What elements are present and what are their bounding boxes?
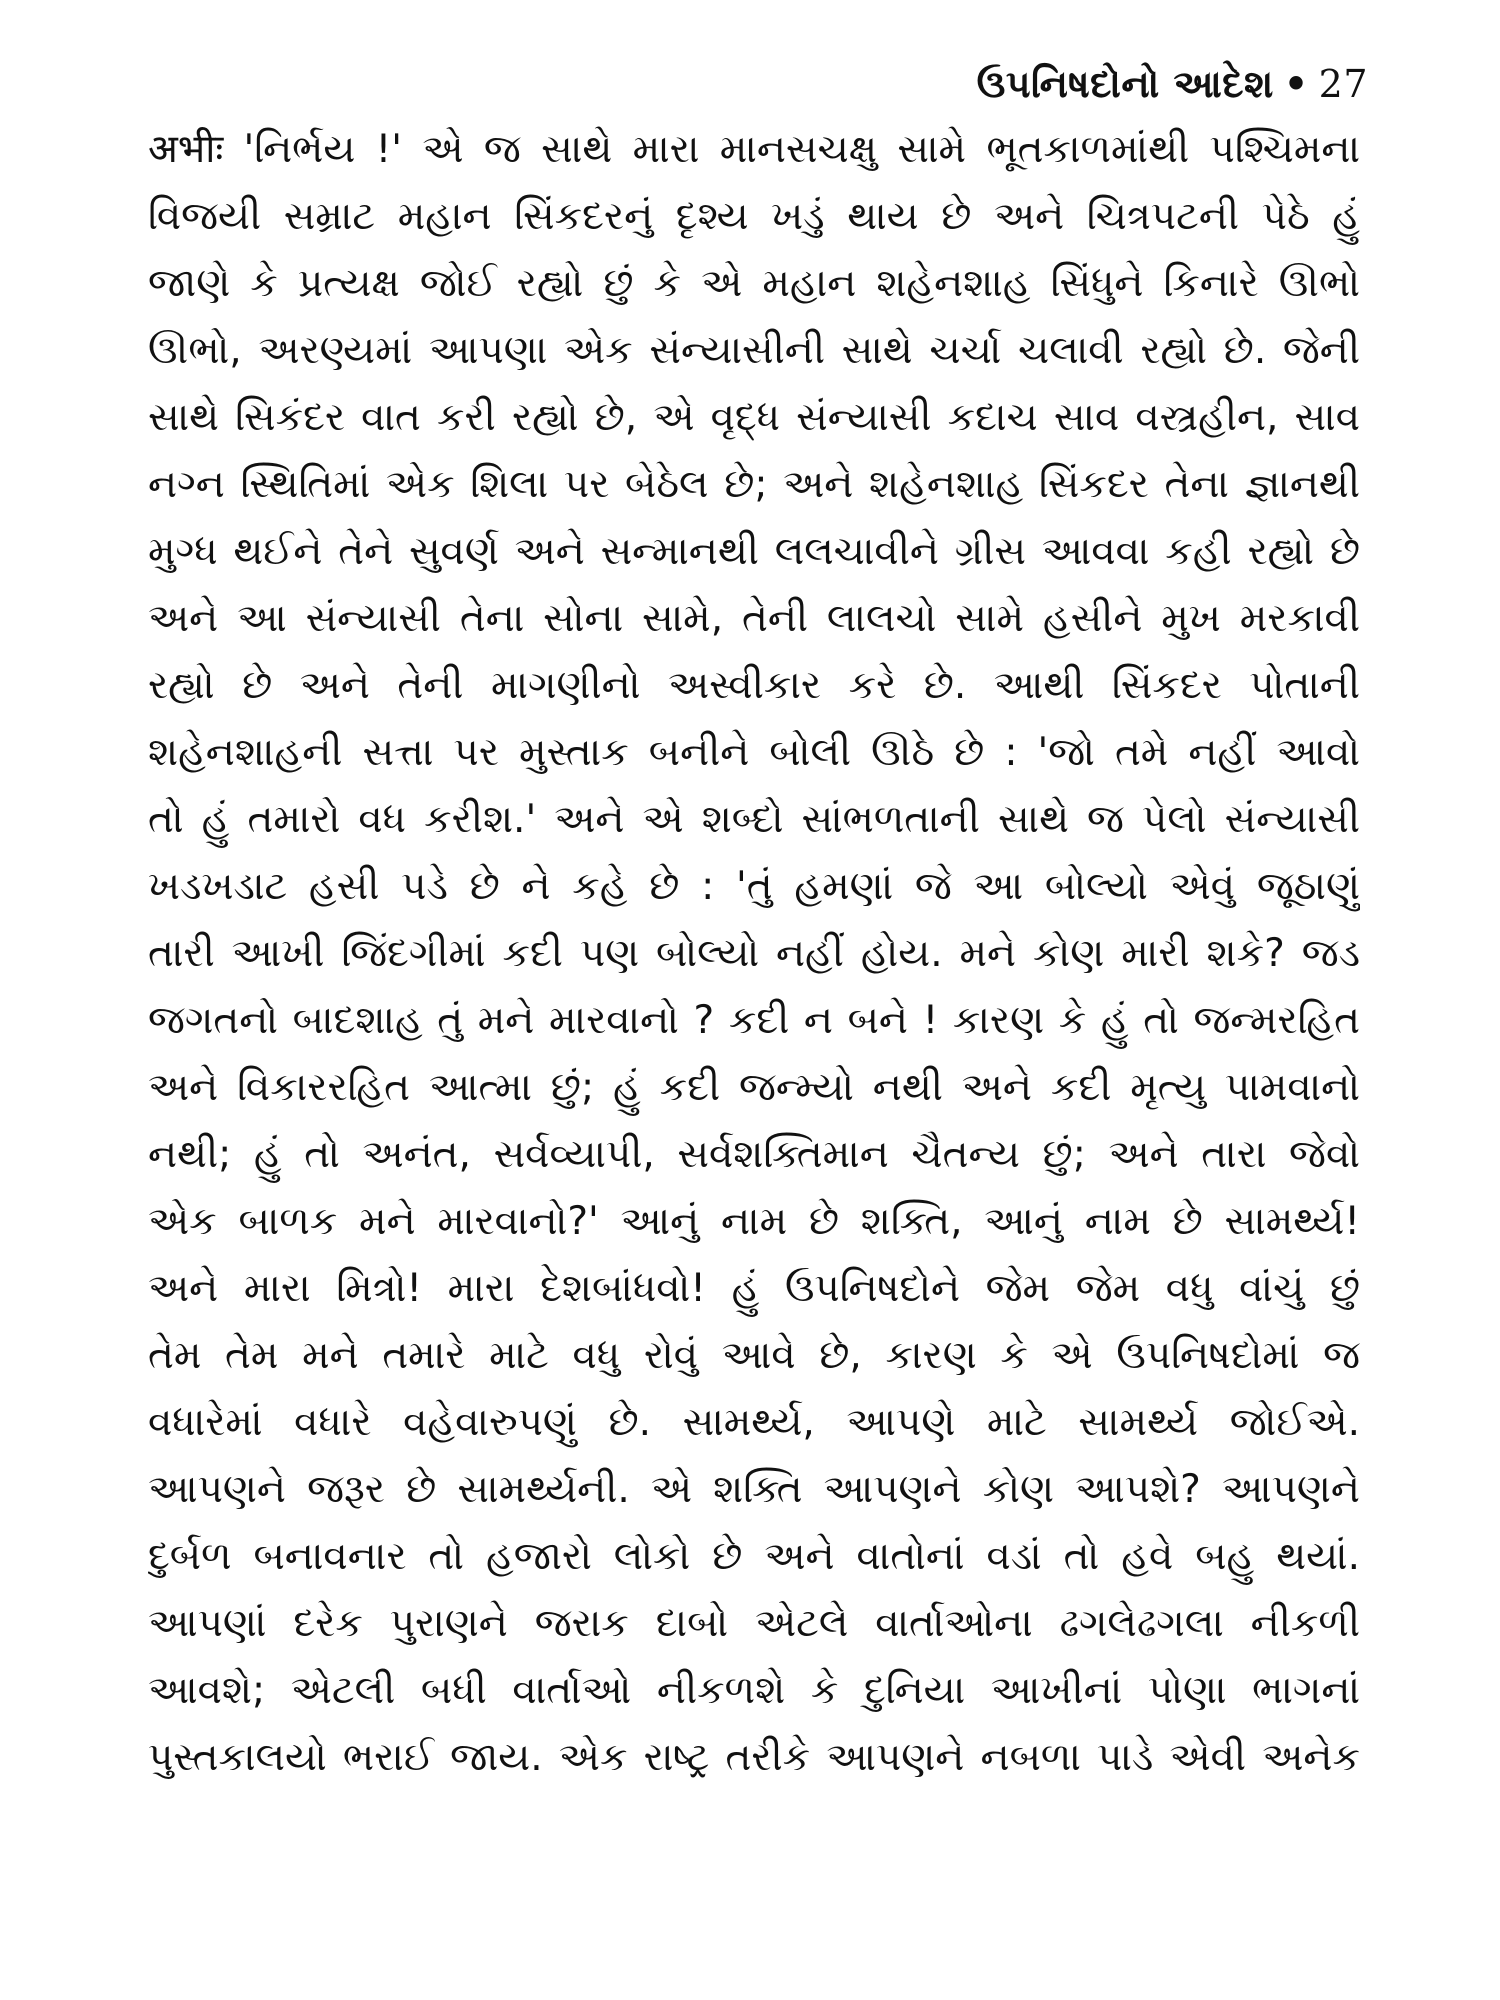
text-line: નગ્ન સ્થિતિમાં એક શિલા પર બેઠેલ છે; અને શહેનશાહ સિંકદર તેના જ્ઞાનથી [148,462,1360,507]
text-line: જાણે કે પ્રત્યક્ષ જોઈ રહ્યો છું કે એ મહાન શહેનશાહ સિંધુને કિનારે ઊભો [148,261,1360,306]
chapter-title: ઉપનિષદોનો આદેશ [976,62,1274,106]
body-text [148,116,1360,1791]
text-line: વિજયી સમ્રાટ મહાન સિંકદરનું દૃશ્ય ખડું થાય છે અને ચિત્રપટની પેઠે હું [148,194,1360,239]
page-number: 27 [1318,62,1368,106]
text-line: શહેનશાહની સત્તા પર મુસ્તાક બનીને બોલી ઊઠે છે : 'જો તમે નહીં આવો [148,730,1360,775]
text-line: આપણાં દરેક પુરાણને જરાક દાબો એટલે વાર્તાઓના ઢગલેઢગલા નીકળી [148,1601,1360,1646]
text-line: ઊભો, અરણ્યમાં આપણા એક સંન્યાસીની સાથે ચર્ચા ચલાવી રહ્યો છે. જેની [148,328,1360,373]
text-line: મુગ્ધ થઈને તેને સુવર્ણ અને સન્માનથી લલચાવીને ગ્રીસ આવવા કહી રહ્યો છે [148,529,1360,574]
text-line: રહ્યો છે અને તેની માગણીનો અસ્વીકાર કરે છે. આથી સિંકદર પોતાની [148,663,1360,708]
text-line: अभीः 'નિર્ભય !' એ જ સાથે મારા માનસચક્ષુ સામે ભૂતકાળમાંથી પશ્ચિમના [148,127,1360,172]
running-header [977,62,1368,107]
text-line: અને વિકારરહિત આત્મા છું; હું કદી જન્મ્યો નથી અને કદી મૃત્યુ પામવાનો [148,1065,1360,1110]
header-bullet: • [1283,62,1309,106]
text-line: દુર્બળ બનાવનાર તો હજારો લોકો છે અને વાતોનાં વડાં તો હવે બહુ થયાં. [148,1534,1360,1579]
text-line: તો હું તમારો વધ કરીશ.' અને એ શબ્દો સાંભળતાની સાથે જ પેલો સંન્યાસી [148,797,1360,842]
text-line: આપણને જરૂર છે સામર્થ્યની. એ શક્તિ આપણને કોણ આપશે? આપણને [148,1467,1360,1512]
text-line: પુસ્તકાલયો ભરાઈ જાય. એક રાષ્ટ્ર તરીકે આપણને નબળા પાડે એવી અનેક [148,1735,1360,1780]
text-line: તેમ તેમ મને તમારે માટે વધુ રોવું આવે છે, કારણ કે એ ઉપનિષદોમાં જ [148,1333,1360,1378]
text-line: જગતનો બાદશાહ તું મને મારવાનો ? કદી ન બને ! કારણ કે હું તો જન્મરહિત [148,998,1360,1043]
text-line: વધારેમાં વધારે વહેવારુપણું છે. સામર્થ્ય, આપણે માટે સામર્થ્ય જોઈએ. [148,1400,1360,1445]
text-line: ખડખડાટ હસી પડે છે ને કહે છે : 'તું હમણાં જે આ બોલ્યો એવું જૂઠાણું [148,864,1360,909]
text-line: અને મારા મિત્રો! મારા દેશબાંધવો! હું ઉપનિષદોને જેમ જેમ વધુ વાંચું છું [148,1266,1360,1311]
text-line: નથી; હું તો અનંત, સર્વવ્યાપી, સર્વશક્તિમાન ચૈતન્ય છું; અને તારા જેવો [148,1132,1360,1177]
text-line: તારી આખી જિંદગીમાં કદી પણ બોલ્યો નહીં હોય. મને કોણ મારી શકે? જડ [148,931,1360,976]
text-line: અને આ સંન્યાસી તેના સોના સામે, તેની લાલચો સામે હસીને મુખ મરકાવી [148,596,1360,641]
text-line: આવશે; એટલી બધી વાર્તાઓ નીકળશે કે દુનિયા આખીનાં પોણા ભાગનાં [148,1668,1360,1713]
text-line: સાથે સિકંદર વાત કરી રહ્યો છે, એ વૃદ્ધ સંન્યાસી કદાચ સાવ વસ્ત્રહીન, સાવ [148,395,1360,440]
text-line: એક બાળક મને મારવાનો?' આનું નામ છે શક્તિ, આનું નામ છે સામર્થ્ય! [148,1199,1360,1244]
